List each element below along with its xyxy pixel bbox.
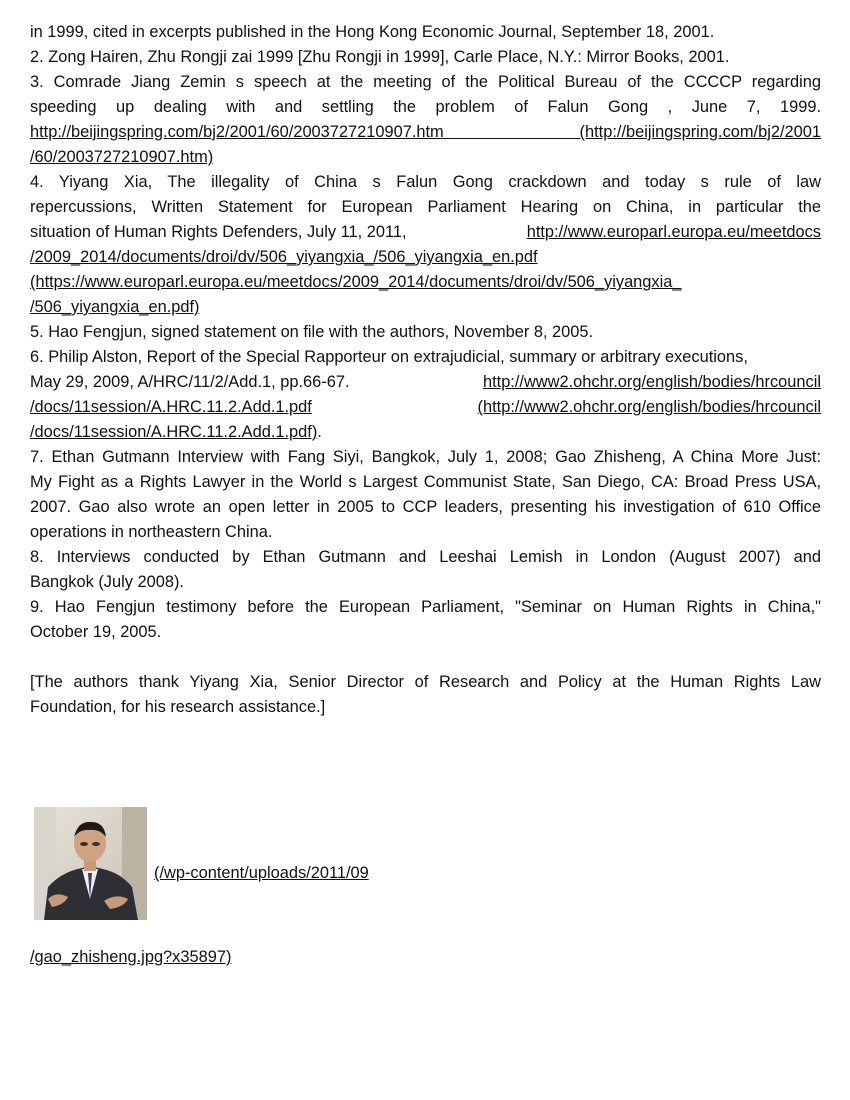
link-line[interactable] — [30, 295, 821, 320]
text-line: 9. Hao Fengjun testimony before the European Parliament, "Seminar on Human Rights in China," — [30, 598, 821, 616]
text-line: My Fight as a Rights Lawyer in the World s Largest Communist State, San Diego, CA: Broad Press USA, — [30, 473, 821, 491]
text-fragment: May 29, 2009, A/HRC/11/2/Add.1, pp.66-67. — [30, 373, 350, 391]
text-line: Foundation, for his research assistance.] — [30, 698, 326, 716]
link[interactable]: /506_yiyangxia_en.pdf) — [30, 298, 200, 316]
link-line[interactable] — [30, 270, 821, 295]
link-line[interactable] — [30, 245, 821, 270]
link[interactable]: /docs/11session/A.HRC.11.2.Add.1.pdf — [30, 398, 312, 416]
text-line: 5. Hao Fengjun, signed statement on file with the authors, November 8, 2005. — [30, 323, 594, 341]
link[interactable]: /docs/11session/A.HRC.11.2.Add.1.pdf) — [30, 423, 318, 441]
text-line — [30, 370, 821, 395]
photo-link[interactable]: /gao_zhisheng.jpg?x35897) — [30, 948, 232, 966]
text-line: 7. Ethan Gutmann Interview with Fang Siyi, Bangkok, July 1, 2008; Gao Zhisheng, A China More Just: — [30, 448, 821, 466]
text-line — [30, 220, 821, 245]
link[interactable]: /2009_2014/documents/droi/dv/506_yiyangxia_/506_yiyangxia_en.pdf — [30, 248, 538, 266]
text-line: 6. Philip Alston, Report of the Special Rapporteur on extrajudicial, summary or arbitrary executions, — [30, 348, 748, 366]
paragraph-gap — [30, 645, 821, 670]
link-line[interactable] — [30, 120, 821, 145]
link[interactable]: (http://www2.ohchr.org/english/bodies/hrcouncil — [477, 398, 821, 416]
photo-block — [34, 807, 534, 922]
text-line: [The authors thank Yiyang Xia, Senior Director of Research and Policy at the Human Rights Law — [30, 673, 821, 691]
text-line: operations in northeastern China. — [30, 523, 273, 541]
link[interactable]: (https://www.europarl.europa.eu/meetdocs/2009_2014/documents/droi/dv/506_yiyangxia_ — [30, 273, 682, 291]
text-fragment: situation of Human Rights Defenders, July 11, 2011, — [30, 223, 407, 241]
link[interactable]: /60/2003727210907.htm) — [30, 148, 214, 166]
text-line: 4. Yiyang Xia, The illegality of China s Falun Gong crackdown and today s rule of law — [30, 173, 821, 191]
text-line: October 19, 2005. — [30, 623, 162, 641]
link-line[interactable] — [30, 395, 821, 420]
text-line: in 1999, cited in excerpts published in the Hong Kong Economic Journal, September 18, 2001. — [30, 23, 715, 41]
period: . — [317, 423, 322, 441]
text-line: speeding up dealing with and settling the problem of Falun Gong , June 7, 1999. — [30, 98, 821, 116]
link[interactable]: http://beijingspring.com/bj2/2001/60/2003727210907.htm (http://beijingspring.com/bj2/2001 — [30, 123, 821, 141]
text-line: Bangkok (July 2008). — [30, 573, 184, 591]
photo-link[interactable]: (/wp-content/uploads/2011/09 — [154, 864, 369, 882]
link[interactable]: http://www2.ohchr.org/english/bodies/hrcouncil — [482, 373, 821, 391]
link-line[interactable] — [30, 145, 821, 170]
text-line: 2. Zong Hairen, Zhu Rongji zai 1999 [Zhu Rongji in 1999], Carle Place, N.Y.: Mirror Books, 2001. — [30, 48, 730, 66]
text-line: 2007. Gao also wrote an open letter in 2005 to CCP leaders, presenting his investigation of 610 Office — [30, 498, 821, 516]
portrait-photo-icon[interactable] — [34, 807, 147, 920]
text-line: 3. Comrade Jiang Zemin s speech at the meeting of the Political Bureau of the CCCCP regarding — [30, 73, 821, 91]
text-line: repercussions, Written Statement for European Parliament Hearing on China, in particular the — [30, 198, 821, 216]
document-body — [30, 20, 821, 720]
link-line[interactable] — [30, 420, 821, 445]
text-line: 8. Interviews conducted by Ethan Gutmann and Leeshai Lemish in London (August 2007) and — [30, 548, 821, 566]
link[interactable]: http://www.europarl.europa.eu/meetdocs — [526, 223, 821, 241]
